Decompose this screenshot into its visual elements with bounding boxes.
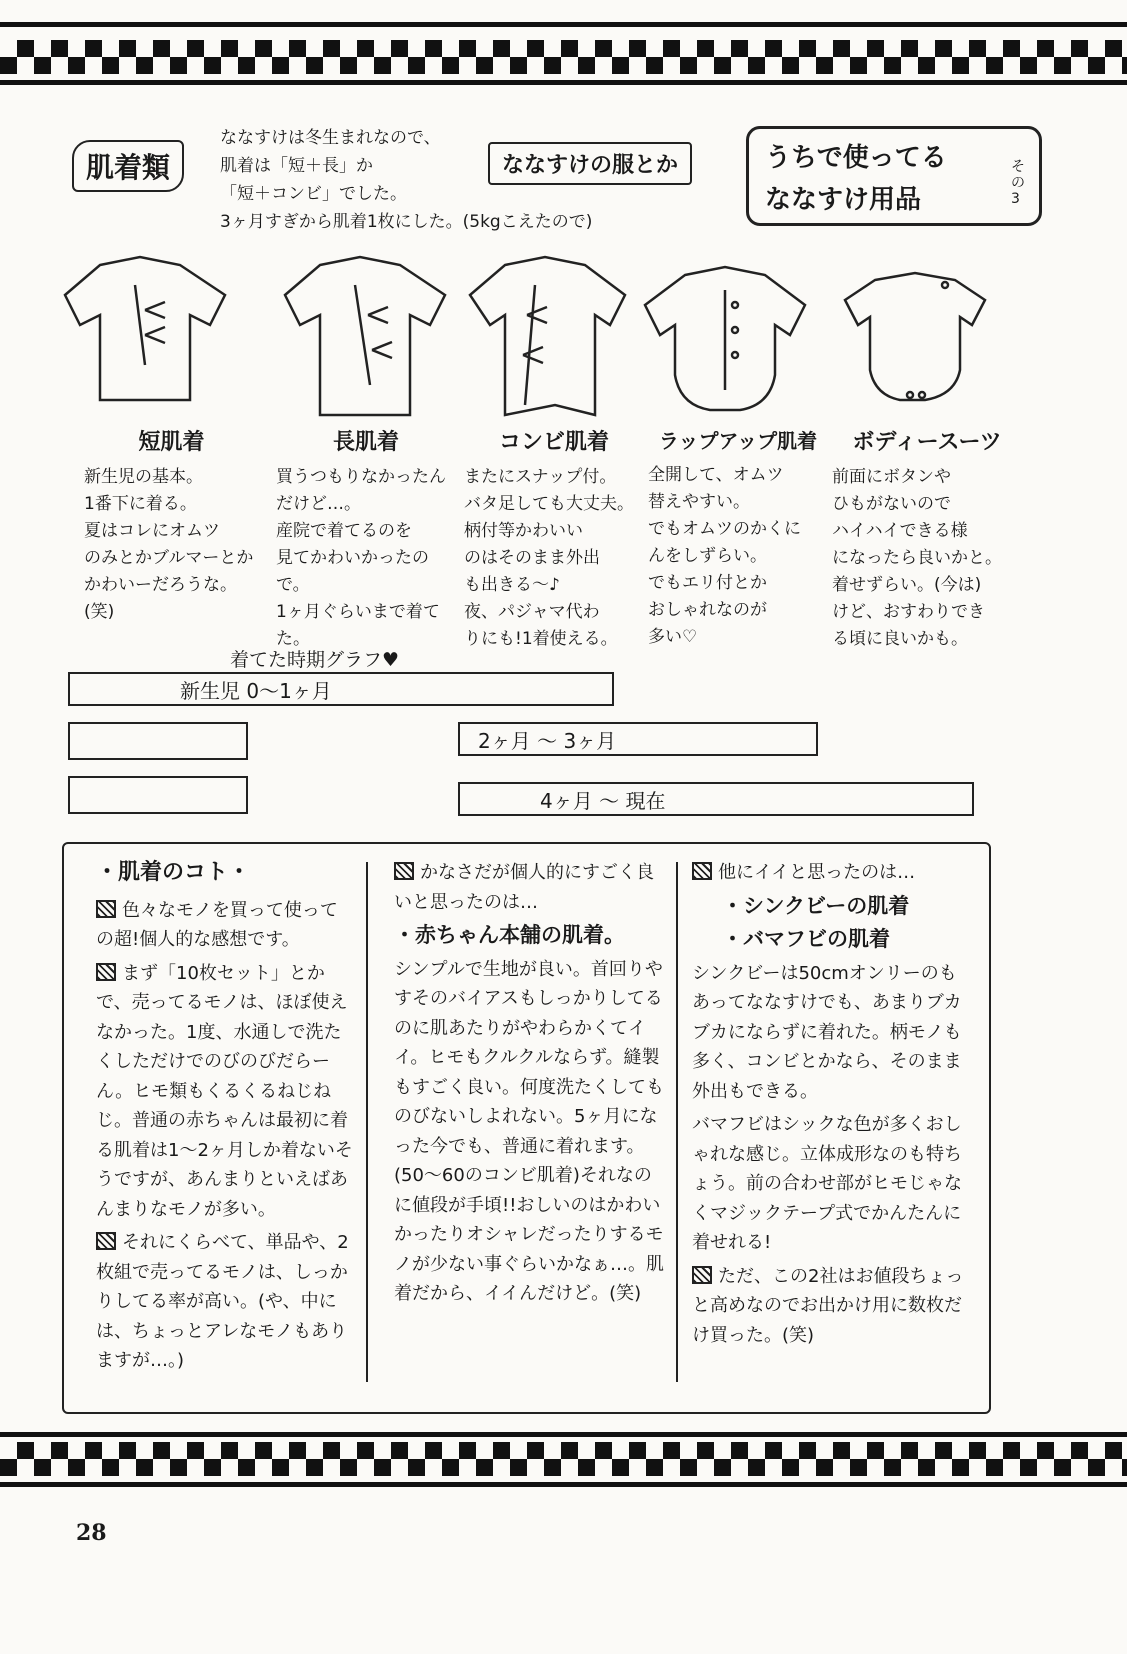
wrap-up-bodysuit-icon xyxy=(645,267,805,410)
timeline-bar-2-3-months: 2ヶ月 〜 3ヶ月 xyxy=(458,722,818,756)
page-number: 28 xyxy=(76,1520,107,1546)
garment-label: ラップアップ肌着 xyxy=(658,429,818,453)
timeline-bar-newborn: 新生児 0〜1ヶ月 xyxy=(68,672,614,706)
bullet-icon xyxy=(394,862,414,880)
garment-column xyxy=(84,425,259,626)
notes-heading: ・肌着のコト・ xyxy=(96,860,251,885)
garment-column xyxy=(832,425,1022,653)
notes-column-2 xyxy=(394,858,668,1313)
intro-line: 肌着は「短＋長」か xyxy=(220,156,373,176)
garment-label: 短肌着 xyxy=(138,430,205,455)
title-line-2: ななすけ用品 xyxy=(765,185,922,215)
garment-label: ボディースーツ xyxy=(852,430,1002,455)
garment-label: 長肌着 xyxy=(332,430,399,455)
column-divider xyxy=(366,862,368,1382)
note-body: シンプルで生地が良い。首回りやすそのバイアスもしっかりしてるのに肌あたりがやわらかくてイイ。ヒモもクルクルならず。縫製もすごく良い。何度洗たくしてものびないしよれない。5ヶ月になった今でも、普通に着れます。(50〜60のコンビ肌着)それなのに値段が手頃!!おしいのはかわいかったりオシャレだったりするモノが少ない事ぐらいかなぁ…。肌着だから、イイんだけど。(笑) xyxy=(394,958,664,1304)
garment-desc: 新生児の基本。 1番下に着る。 夏はコレにオムツ のみとかブルマーとか かわいーだろうな。(笑) xyxy=(84,467,254,622)
garment-desc: 買うつもりなかったん だけど…。 産院で着てるのを 見てかわいかったので。 1ヶ月ぐらいまで着てた。 xyxy=(276,467,446,649)
note-body: シンクビーは50cmオンリーのもあってななすけでも、あまりブカブカにならずに着れた。柄モノも多く、コンビとかなら、そのまま外出もできる。 xyxy=(692,962,962,1102)
bullet-icon xyxy=(692,1266,712,1284)
title-block xyxy=(746,126,1042,226)
intro-line: 「短＋コンビ」でした。 xyxy=(220,184,407,204)
note-item: かなさだが個人的にすごく良いと思ったのは… xyxy=(394,862,654,913)
notes-column-3 xyxy=(692,858,964,1354)
title-tag: その3 xyxy=(1011,159,1025,207)
bullet-icon xyxy=(96,900,116,918)
brand-heading: ・シンクビーの肌着 xyxy=(722,893,910,918)
note-body: バマフビはシックな色が多くおしゃれな感じ。立体成形なのも特ちょう。前の合わせ部がヒモじゃなくマジックテープ式でかんたんに着せれる! xyxy=(692,1114,962,1253)
long-undershirt-icon xyxy=(285,257,445,415)
timeline-title: 着てた時期グラフ♥ xyxy=(230,649,400,671)
intro-line: ななすけは冬生まれなので、 xyxy=(220,128,441,148)
section-badge: 肌着類 xyxy=(72,140,184,192)
top-checker-border xyxy=(0,40,1127,74)
timeline-bar-4-months-now: 4ヶ月 〜 現在 xyxy=(458,782,974,816)
note-item: まず「10枚セット」とかで、売ってるモノは、ほぼ使えなかった。1度、水通しで洗たくしただけでのびのびだらーん。ヒモ類もくるくるねじねじ。普通の赤ちゃんは最初に着る肌着は1〜2ヶ月しか着ないそうですが、あんまりといえばあんまりなモノが多い。 xyxy=(96,962,353,1220)
subtitle-box: ななすけの服とか xyxy=(488,142,692,185)
bodysuit-icon xyxy=(845,273,985,400)
garment-desc: 全開して、オムツ 替えやすい。 でもオムツのかくに んをしずらい。 でもエリ付とか おしゃれなのが 多い♡ xyxy=(648,465,801,647)
brand-heading: ・バマフビの肌着 xyxy=(722,927,890,951)
note-item: 色々なモノを買って使っての超!個人的な感想です。 xyxy=(96,899,338,950)
brand-heading: ・赤ちゃん本舗の肌着。 xyxy=(394,923,625,947)
notes-column-1 xyxy=(96,858,354,1380)
garment-desc: またにスナップ付。 バタ足しても大丈夫。 柄付等かわいい のはそのまま外出 も出きる〜♪ 夜、パジャマ代わ りにも!1着使える。 xyxy=(464,467,634,649)
bottom-checker-border xyxy=(0,1442,1127,1476)
timeline-bar-blank xyxy=(68,776,248,814)
garment-column xyxy=(648,425,828,651)
column-divider xyxy=(676,862,678,1382)
bottom-rule xyxy=(0,1432,1127,1437)
short-undershirt-icon xyxy=(65,257,225,400)
bullet-icon xyxy=(96,963,116,981)
garment-illustrations xyxy=(60,255,1020,425)
garment-desc: 前面にボタンや ひもがないので ハイハイできる様 になったら良いかと。 着せずらい。(今は) けど、おすわりでき る頃に良いかも。 xyxy=(832,467,1002,649)
garment-column xyxy=(464,425,644,653)
top-rule-lower xyxy=(0,80,1127,85)
intro-line: 3ヶ月すぎから肌着1枚にした。(5kgこえたので) xyxy=(220,212,593,232)
garment-label: コンビ肌着 xyxy=(498,430,609,455)
timeline-bar-blank xyxy=(68,722,248,760)
bullet-icon xyxy=(692,862,712,880)
combination-undershirt-icon xyxy=(470,257,625,415)
note-item: それにくらべて、単品や、2枚組で売ってるモノは、しっかりしてる率が高い。(や、中には、ちょっとアレなモノもありますが…。) xyxy=(96,1232,349,1371)
bottom-rule-lower xyxy=(0,1482,1127,1487)
bullet-icon xyxy=(96,1232,116,1250)
top-rule xyxy=(0,22,1127,27)
title-line-1: うちで使ってる xyxy=(765,143,947,173)
note-item: 他にイイと思ったのは… xyxy=(692,858,964,888)
garment-column xyxy=(276,425,456,653)
note-item: ただ、この2社はお値段ちょっと高めなのでお出かけ用に数枚だけ買った。(笑) xyxy=(692,1265,964,1346)
